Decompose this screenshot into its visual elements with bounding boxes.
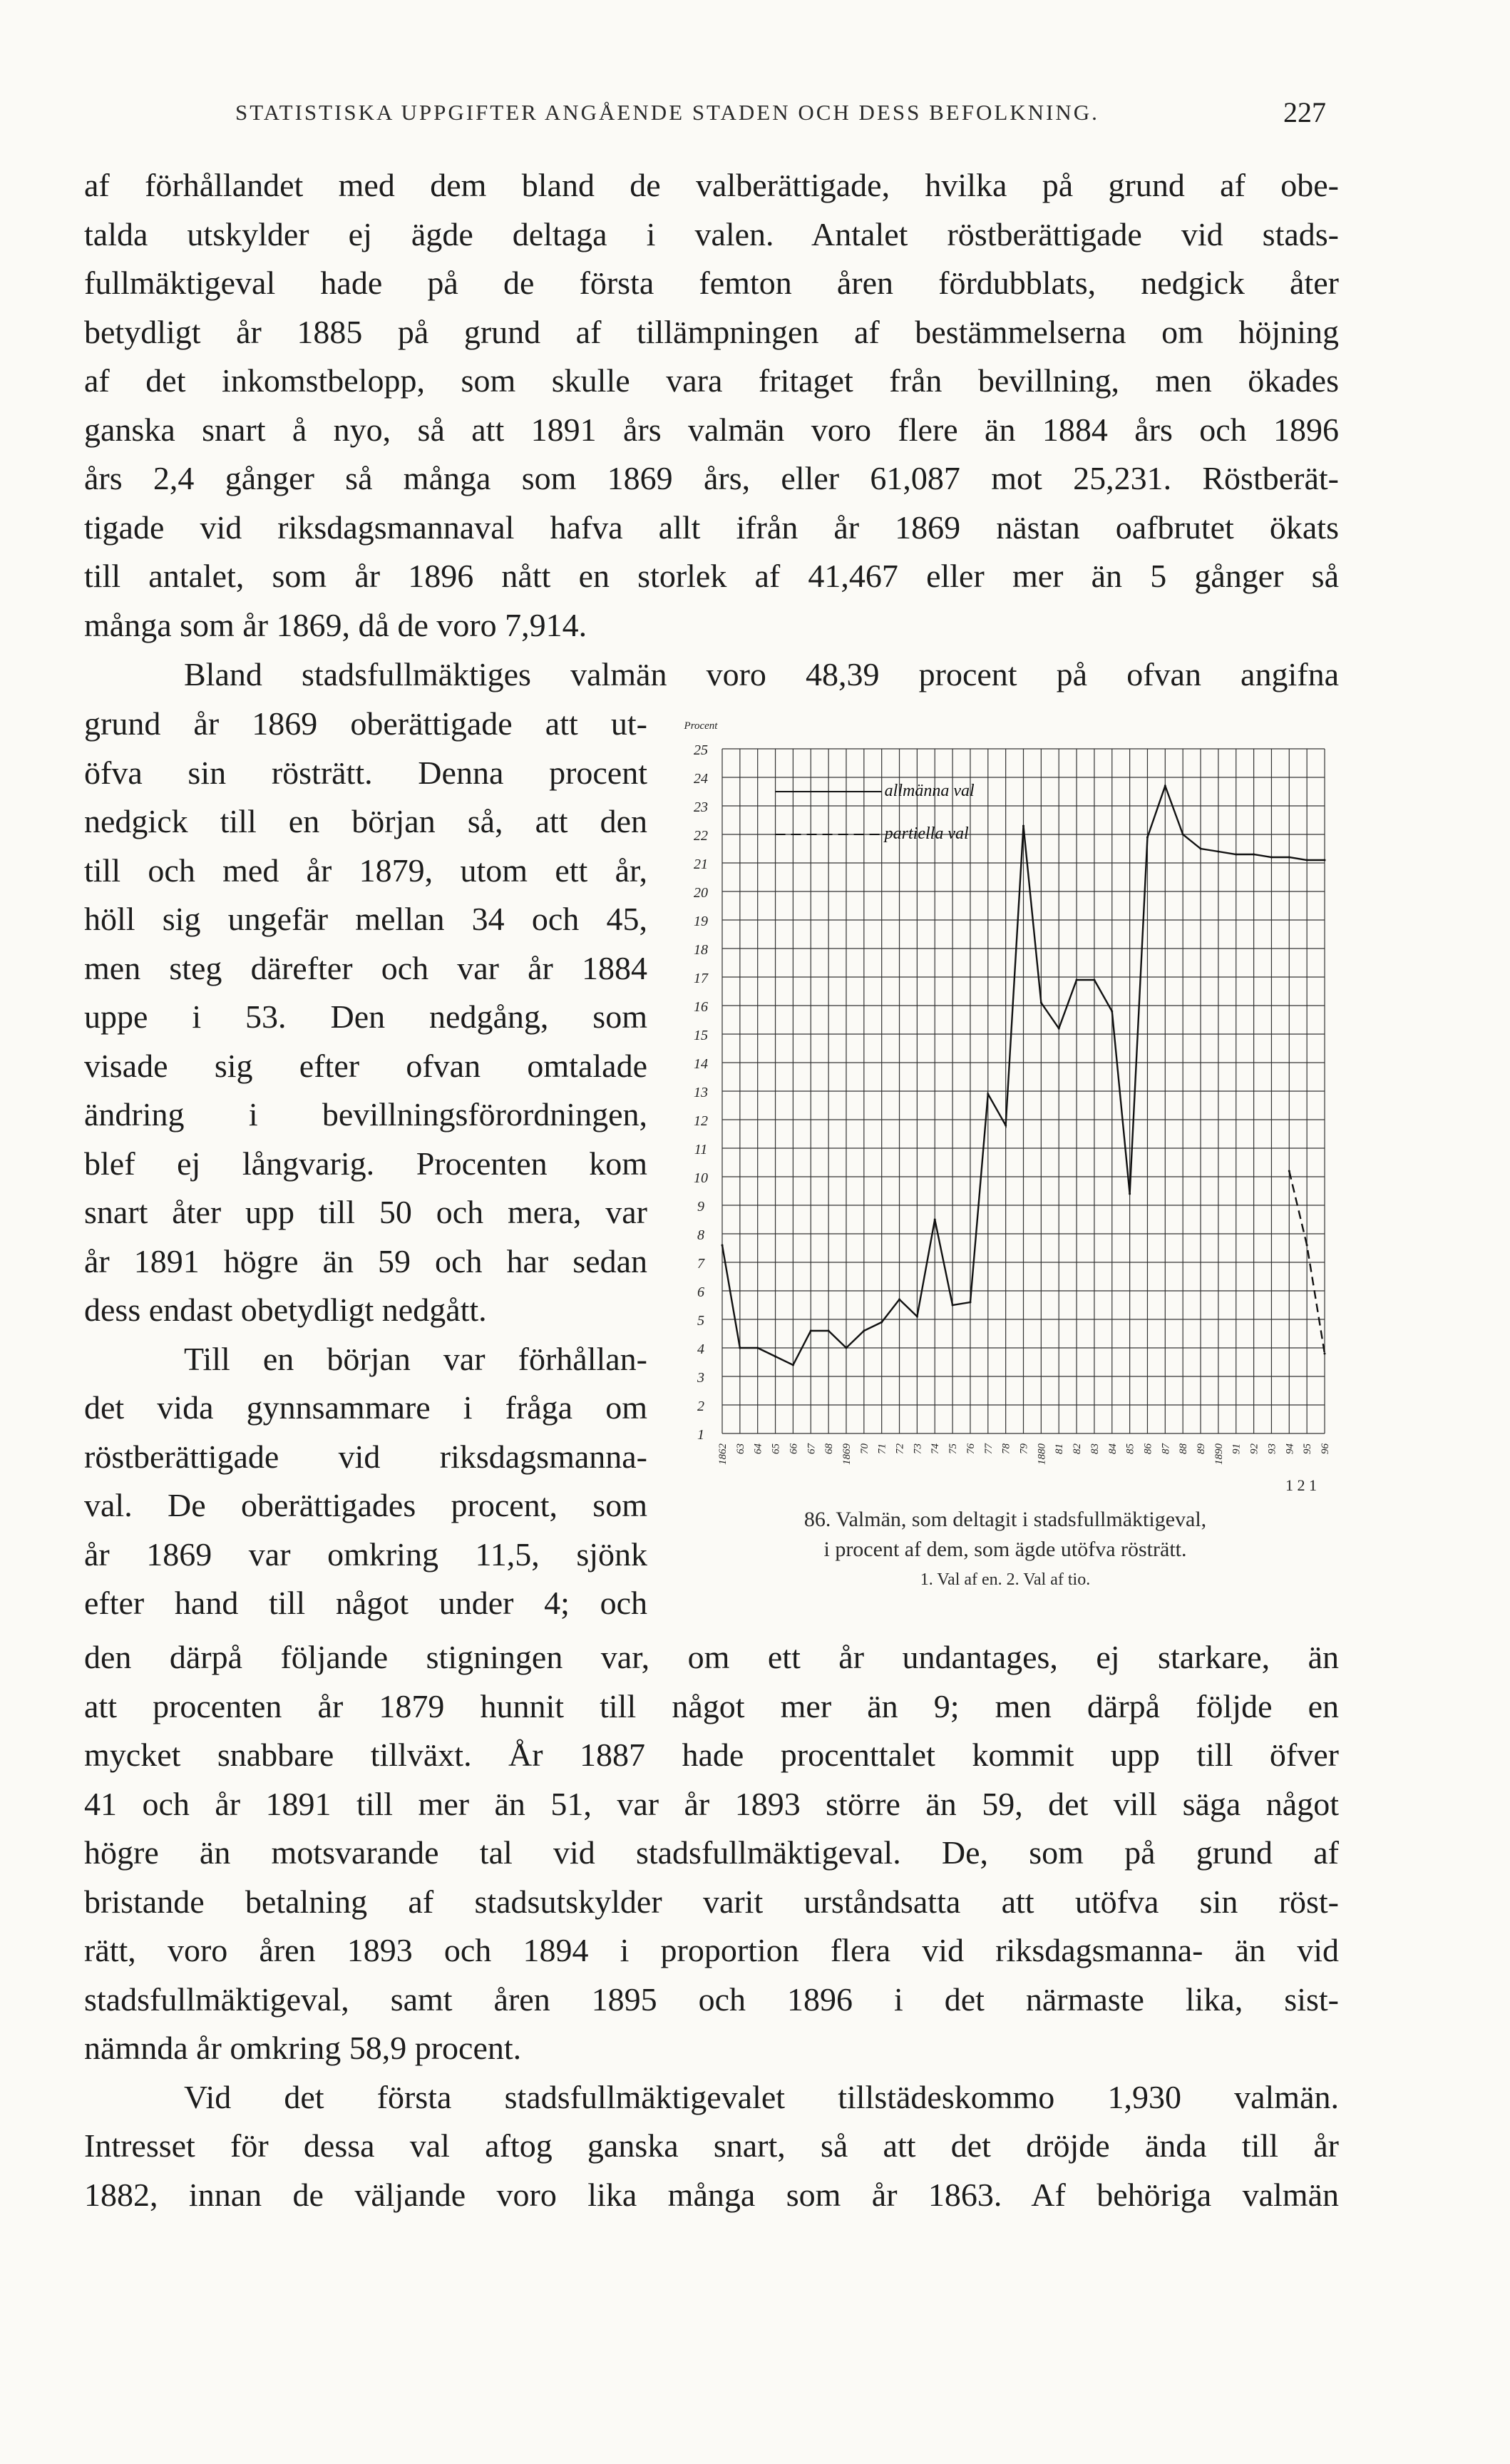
x-tick-label: 78 [1000, 1443, 1012, 1454]
y-tick-label: 20 [694, 885, 708, 901]
text-line: blef ej långvarig. Procenten kom [84, 1145, 647, 1182]
x-tick-label: 86 [1142, 1443, 1154, 1454]
text-line: 1882, innan de väljande voro lika många som år 1863. Af behöriga valmän [84, 2176, 1339, 2213]
y-tick-label: 15 [694, 1028, 708, 1043]
y-tick-label: 22 [694, 828, 708, 844]
x-tick-label: 65 [770, 1443, 782, 1454]
x-tick-label: 71 [876, 1443, 888, 1454]
data-point [828, 1330, 830, 1332]
y-axis-title: Procent [684, 720, 718, 732]
text-line: Vid det första stadsfullmäktigevalet tillstädeskommo 1,930 valmän. [184, 2078, 1339, 2115]
x-tick-label: 81 [1054, 1443, 1066, 1454]
data-point [774, 1356, 776, 1358]
y-tick-label: 16 [694, 999, 708, 1015]
text-line: många som år 1869, då de voro 7,914. [84, 606, 587, 643]
text-line: nämnda år omkring 58,9 procent. [84, 2030, 522, 2066]
data-point [1146, 837, 1149, 839]
x-tick-label: 1880 [1036, 1443, 1048, 1465]
x-tick-label: 63 [734, 1443, 746, 1454]
x-tick-label: 72 [894, 1443, 906, 1454]
y-tick-label: 18 [694, 942, 708, 958]
x-tick-label: 85 [1124, 1443, 1136, 1454]
text-line: till och med år 1879, utom ett år, [84, 852, 647, 889]
x-tick-label: 82 [1072, 1443, 1084, 1454]
text-line: ganska snart å nyo, så att 1891 års valmän voro flere än 1884 års och 1896 [84, 411, 1339, 448]
text-line: uppe i 53. Den nedgång, som [84, 998, 647, 1035]
data-point [898, 1299, 900, 1301]
data-point [863, 1330, 865, 1332]
x-tick-label: 1890 [1213, 1443, 1225, 1465]
text-line: öfva sin rösträtt. Denna procent [84, 754, 647, 791]
y-tick-label: 13 [694, 1085, 708, 1100]
data-point [1040, 1002, 1042, 1004]
x-tick-label: 74 [930, 1443, 942, 1454]
y-tick-label: 25 [694, 742, 708, 758]
x-tick-label: 76 [965, 1443, 977, 1454]
text-line: nedgick till en början så, att den [84, 803, 647, 839]
text-line: mycket snabbare tillväxt. År 1887 hade procenttalet kommit upp till öfver [84, 1737, 1339, 1773]
text-line: af förhållandet med dem bland de valberättigade, hvilka på grund af obe- [84, 167, 1339, 203]
y-tick-label: 17 [694, 971, 708, 986]
text-line: 41 och år 1891 till mer än 51, var år 1893 större än 59, det vill säga något [84, 1785, 1339, 1822]
x-tick-label: 94 [1284, 1443, 1296, 1454]
text-line: rätt, voro åren 1893 och 1894 i proportion flera vid riksdagsmanna- än vid [84, 1932, 1339, 1968]
data-point [1076, 979, 1078, 981]
y-tick-label: 10 [694, 1170, 708, 1186]
x-tick-label: 83 [1089, 1443, 1101, 1454]
data-point [792, 1364, 794, 1366]
data-point [1093, 979, 1095, 981]
y-tick-label: 3 [697, 1370, 704, 1386]
x-tick-label: 79 [1018, 1443, 1030, 1454]
text-line: men steg därefter och var år 1884 [84, 949, 647, 986]
text-line: att procenten år 1879 hunnit till något mer än 9; men därpå följde en [84, 1687, 1339, 1724]
data-point [1235, 854, 1237, 856]
page-number: 227 [1283, 96, 1326, 128]
y-tick-label: 12 [694, 1113, 708, 1129]
data-point [756, 1347, 759, 1349]
x-tick-label: 1869 [841, 1443, 853, 1465]
y-tick-label: 6 [697, 1284, 704, 1300]
data-point [1111, 1011, 1113, 1013]
line-chart [669, 710, 1339, 1508]
text-line: efter hand till något under 4; och [84, 1585, 647, 1621]
y-tick-label: 5 [697, 1313, 704, 1329]
y-tick-label: 19 [694, 914, 708, 929]
data-point [1164, 785, 1166, 787]
text-line: fullmäktigeval hade på de första femton åren fördubblats, nedgick åter [84, 265, 1339, 301]
x-tick-label: 73 [912, 1443, 924, 1454]
data-point [1324, 1353, 1326, 1355]
text-line: röstberättigade vid riksdagsmanna- [84, 1438, 647, 1475]
text-line: af det inkomstbelopp, som skulle vara fritaget från bevillning, men ökades [84, 362, 1339, 399]
data-point [1288, 1170, 1290, 1172]
text-line: högre än motsvarande tal vid stadsfullmäktigeval. De, som på grund af [84, 1834, 1339, 1871]
paragraph-3 [84, 1633, 1339, 2219]
text-line: Intresset för dessa val aftog ganska snart, så att det dröjde ända till år [84, 2127, 1339, 2164]
text-line: till antalet, som år 1896 nått en storlek af 41,467 eller mer än 5 gånger så [84, 558, 1339, 594]
data-point [739, 1347, 741, 1349]
x-tick-label: 70 [858, 1443, 870, 1454]
text-line: tigade vid riksdagsmannaval hafva allt ifrån år 1869 nästan oafbrutet ökats [84, 508, 1339, 546]
figure-86 [669, 710, 1339, 1508]
text-line: val. De oberättigades procent, som [84, 1487, 647, 1523]
text-line: år 1891 högre än 59 och har sedan [84, 1242, 647, 1279]
text-line: det vida gynnsammare i fråga om [84, 1389, 647, 1426]
y-tick-label: 14 [694, 1056, 708, 1072]
x-tick-label: 95 [1302, 1443, 1314, 1454]
data-point [810, 1330, 812, 1332]
x-tick-label: 93 [1266, 1443, 1278, 1454]
caption-line-2: i procent af dem, som ägde utöfva rösträtt. [823, 1538, 1187, 1561]
text-line: stadsfullmäktigeval, samt åren 1895 och 1896 i det närmaste lika, sist- [84, 1980, 1339, 2018]
data-point [1288, 857, 1290, 859]
paragraph-1 [84, 161, 1339, 650]
paragraph-2-narrow [84, 700, 647, 1628]
y-tick-label: 7 [697, 1256, 704, 1272]
x-tick-label: 68 [823, 1443, 836, 1454]
paragraph-2-first-line [84, 650, 1339, 700]
data-point [969, 1302, 971, 1304]
text-line: höll sig ungefär mellan 34 och 45, [84, 901, 647, 937]
x-tick-label: 1862 [717, 1443, 729, 1465]
data-point [934, 1219, 936, 1221]
x-tick-label: 91 [1231, 1443, 1243, 1454]
data-point [880, 1322, 883, 1324]
data-point [721, 1244, 724, 1247]
data-point [1129, 1193, 1131, 1195]
text-line: år 1869 var omkring 11,5, sjönk [84, 1535, 647, 1573]
text-line: grund år 1869 oberättigade att ut- [84, 705, 647, 742]
data-point [1253, 854, 1255, 856]
x-tick-label: 66 [788, 1443, 800, 1454]
legend-label-partiella: partiella val [884, 824, 969, 843]
y-tick-label: 2 [697, 1399, 704, 1414]
text-line: snart åter upp till 50 och mera, var [84, 1194, 647, 1230]
x-tick-label: 67 [806, 1443, 818, 1454]
caption-line-1: 86. Valmän, som deltagit i stadsfullmäktigeval, [803, 1508, 1207, 1531]
text-line: bristande betalning af stadsutskylder varit urståndsatta att utöfva sin röst- [84, 1883, 1339, 1920]
text-line: betydligt år 1885 på grund af tillämpningen af bestämmelserna om höjning [84, 313, 1339, 350]
data-point [1324, 859, 1326, 862]
data-point [1306, 1244, 1308, 1247]
figure-caption [670, 1505, 1340, 1595]
data-point [1270, 857, 1273, 859]
text-line: Till en början var förhållan- [184, 1340, 647, 1377]
x-tick-label: 87 [1160, 1443, 1172, 1454]
data-point [1022, 825, 1024, 827]
data-point [952, 1304, 954, 1307]
text-line: ändring i bevillningsförordningen, [84, 1096, 647, 1133]
caption-note: 1. Val af en. 2. Val af tio. [920, 1570, 1091, 1589]
running-title: STATISTISKA UPPGIFTER ANGÅENDE STADEN OCH DESS BEFOLKNING. [235, 100, 1099, 125]
bottom-marks: 1 2 1 [1285, 1476, 1317, 1494]
x-tick-label: 96 [1320, 1443, 1331, 1454]
y-tick-label: 11 [694, 1142, 708, 1157]
y-tick-label: 23 [694, 799, 708, 815]
x-tick-label: 77 [982, 1443, 995, 1454]
data-point [1182, 834, 1184, 836]
data-point [1005, 1125, 1007, 1127]
text-line: den därpå följande stigningen var, om ett år undantages, ej starkare, än [84, 1639, 1339, 1675]
x-tick-label: 89 [1196, 1443, 1208, 1454]
text-line: års 2,4 gånger så många som 1869 års, eller 61,087 mot 25,231. Röstberät- [84, 460, 1339, 496]
legend-label-allmanna: allmänna val [884, 782, 975, 800]
y-tick-label: 24 [694, 771, 708, 787]
data-point [845, 1347, 847, 1349]
y-tick-label: 1 [697, 1427, 704, 1443]
x-tick-label: 64 [752, 1443, 764, 1454]
x-tick-label: 84 [1106, 1443, 1119, 1454]
text-line: Bland stadsfullmäktiges valmän voro 48,39 procent på ofvan angifna [184, 656, 1339, 692]
text-line: talda utskylder ej ägde deltaga i valen. Antalet röstberättigade vid stads- [84, 215, 1339, 252]
text-line: visade sig efter ofvan omtalade [84, 1047, 647, 1084]
y-tick-label: 9 [697, 1199, 704, 1215]
data-point [987, 1093, 989, 1095]
x-tick-label: 88 [1178, 1443, 1190, 1454]
y-tick-label: 21 [694, 857, 708, 872]
y-tick-label: 8 [697, 1227, 704, 1243]
data-point [1306, 859, 1308, 862]
text-line: dess endast obetydligt nedgått. [84, 1292, 487, 1328]
y-tick-label: 4 [697, 1341, 704, 1357]
data-point [1200, 848, 1202, 850]
data-point [1058, 1028, 1060, 1030]
data-point [1217, 851, 1219, 853]
x-tick-label: 75 [947, 1443, 960, 1454]
data-point [916, 1316, 918, 1318]
x-tick-label: 92 [1248, 1443, 1260, 1454]
